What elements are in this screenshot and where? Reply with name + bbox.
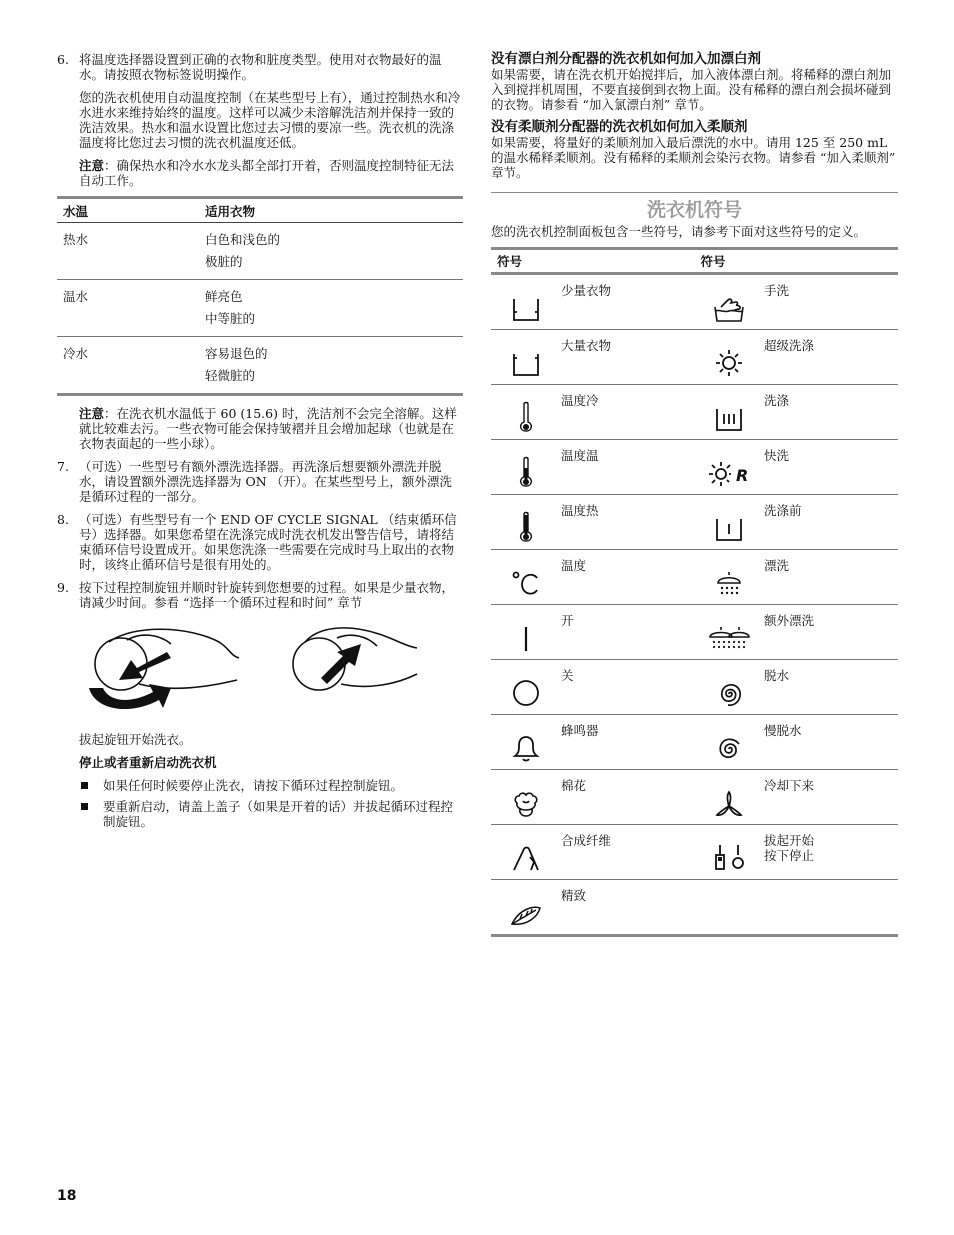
on-icon [521,625,531,653]
symbol-label: 冷却下来 [764,778,815,793]
symbol-label: 温度冷 [561,393,599,408]
svg-text:R: R [736,466,749,485]
symbol-label: 棉花 [561,778,587,793]
step-text: （可选）有些型号有一个 END OF CYCLE SIGNAL （结束循环信号）选择器。如果您希望在洗涤完成时洗衣机发出警告信号，请将结束循环信号设置成开。如果您洗涤一些需要在完成时马上取出的衣物时，该终止循环信号是很有用处的。 [79,512,457,572]
table-header [491,250,898,275]
prewash-icon [714,517,744,543]
list-item [57,778,463,793]
cool-down-icon [714,790,744,818]
quick-wash-icon [707,460,751,488]
left-column [57,52,463,835]
table-row [491,660,898,715]
temp-cold-icon [519,401,533,433]
symbol-label: 蜂鸣器 [561,723,599,738]
symbol-label: 按下停止 [764,848,815,863]
table-row [491,330,898,385]
clothes-cell: 极脏的 [205,254,243,269]
bell-icon [511,733,541,763]
super-wash-icon [714,348,744,378]
symbol-label: 温度温 [561,448,599,463]
table-row [491,275,898,330]
step-7 [57,459,463,504]
step-text: （可选）一些型号有额外漂洗选择器。再洗涤后想要额外漂洗并脱水，请设置额外漂洗选择器为 ON （开）。在某些型号上，额外漂洗是循环过程的一部分。 [79,459,452,504]
rinse-icon [714,570,744,598]
symbol-label: 漂洗 [764,558,790,573]
clothes-cell: 中等脏的 [205,311,256,326]
table-row [57,280,463,337]
small-load-icon [511,297,541,323]
synthetic-icon [511,845,541,873]
header-symbol: 符号 [497,254,523,269]
extra-rinse-icon [707,625,751,653]
header-suitable-clothes: 适用衣物 [205,204,256,219]
page-number: 18 [57,1188,77,1204]
note-cold-water [79,406,463,451]
symbol-label: 大量衣物 [561,338,612,353]
temp-cell: 热水 [63,232,89,247]
symbol-label: 拔起开始 [764,833,815,848]
step-8 [57,512,463,572]
symbol-label: 脱水 [764,668,790,683]
table-row [491,495,898,550]
symbol-label: 洗涤前 [764,503,802,518]
symbol-label: 温度 [561,558,587,573]
knob-illustration [79,622,463,722]
symbol-label: 超级洗涤 [764,338,815,353]
softener-paragraph: 如果需要，将量好的柔顺剂加入最后漂洗的水中。请用 125 至 250 mL 的温水稀释柔顺剂。没有稀释的柔顺剂会染污衣物。请参看 “加入柔顺剂” 章节。 [491,135,896,180]
temp-cell: 温水 [63,289,89,304]
cotton-icon [511,790,541,818]
note-label: 注意 [79,406,105,421]
clothes-cell: 白色和浅色的 [205,232,281,247]
note-text: ：确保热水和冷水水龙头都全部打开着，否则温度控制特征无法自动工作。 [79,158,455,188]
bullet-icon [81,782,88,789]
hand-wash-icon [712,297,746,323]
water-temperature-table [57,196,463,396]
empty-cell [694,880,897,934]
spin-icon [715,680,743,708]
symbol-label: 快洗 [764,448,790,463]
symbols-section-title: 洗衣机符号 [646,199,742,221]
bleach-heading: 没有漂白剂分配器的洗衣机如何加入加漂白剂 [491,51,761,67]
symbol-label-group [764,825,897,879]
symbol-label: 慢脱水 [764,723,802,738]
header-symbol: 符号 [700,254,726,269]
symbol-label: 洗涤 [764,393,790,408]
step-number: 8. [57,512,69,527]
table-header [57,199,463,223]
temp-cell: 冷水 [63,346,89,361]
softener-heading: 没有柔顺剂分配器的洗衣机如何加入柔顺剂 [491,119,748,135]
symbols-table [491,247,898,937]
step-6 [57,52,463,82]
wash-icon [714,407,744,433]
symbol-label: 手洗 [764,283,790,298]
clothes-cell: 容易退色的 [205,346,268,361]
header-water-temp: 水温 [63,204,89,219]
symbol-label: 开 [561,613,574,628]
bleach-paragraph: 如果需要，请在洗衣机开始搅拌后，加入液体漂白剂。将稀释的漂白剂加入到搅拌机周围，不要直接倒到衣物上面。没有稀释的漂白剂会损坏碰到的衣物。请参看 “加入氯漂白剂” 章节。 [491,67,892,112]
step-9 [57,580,463,610]
auto-temp-paragraph: 您的洗衣机使用自动温度控制（在某些型号上有），通过控制热水和冷水进水来维持始终的温度。这样可以减少未溶解洗洁剂并保持一致的洗洁效果。热水和温水设置比您过去习惯的要凉一些。洗衣机的洗涤温度将比您过去习惯的洗衣机温度还低。 [79,90,461,150]
large-load-icon [511,352,541,378]
table-row [491,605,898,660]
note-label: 注意 [79,158,105,173]
pull-push-icon [712,843,746,873]
step-number: 9. [57,580,69,595]
stop-restart-heading: 停止或者重新启动洗衣机 [79,755,217,770]
symbol-label: 温度热 [561,503,599,518]
step-text: 按下过程控制旋钮并顺时针旋转到您想要的过程。如果是少量衣物，请减少时间。参看 “选择一个循环过程和时间” 章节 [79,580,455,610]
right-column [491,52,898,937]
temp-warm-icon [519,456,533,488]
note-text: ：在洗衣机水温低于 60 (15.6) 时，洗洁剂不会完全溶解。这样就比较难去污。一些衣物可能会保持皱褶并且会增加起球（也就是在衣物表面起的一些小球）。 [79,406,457,451]
table-row [491,440,898,495]
step-number: 6. [57,52,69,67]
table-row [491,880,898,934]
table-row [57,223,463,280]
off-icon [511,678,541,708]
note-faucets [79,158,463,188]
symbols-intro: 您的洗衣机控制面板包含一些符号，请参考下面对这些符号的定义。 [491,224,867,239]
symbol-label: 合成纤维 [561,833,612,848]
symbol-label: 额外漂洗 [764,613,815,628]
symbol-label: 关 [561,668,574,683]
knob-hands-illustration [79,622,419,722]
step-number: 7. [57,459,69,474]
temp-hot-icon [519,511,533,543]
table-row [491,385,898,440]
table-row [57,337,463,393]
bullet-text: 如果任何时候要停止洗衣，请按下循环过程控制旋钮。 [103,778,404,793]
symbol-label: 少量衣物 [561,283,612,298]
table-row [491,715,898,770]
symbol-label: 精致 [561,888,587,903]
step-text: 将温度选择器设置到正确的衣物和脏度类型。使用对衣物最好的温水。请按照衣物标签说明操作。 [79,52,442,82]
pull-to-start-text: 拔起旋钮开始洗衣。 [79,732,192,747]
delicate-icon [510,904,542,928]
table-row [491,825,898,880]
clothes-cell: 轻微脏的 [205,368,256,383]
celsius-icon [511,570,541,598]
list-item [57,799,463,829]
bullet-text: 要重新启动，请盖上盖子（如果是开着的话）并拔起循环过程控制旋钮。 [103,799,454,829]
table-row [491,550,898,605]
clothes-cell: 鲜亮色 [205,289,243,304]
slow-spin-icon [715,735,743,763]
table-row [491,770,898,825]
section-divider [491,192,898,193]
bullet-icon [81,803,88,810]
